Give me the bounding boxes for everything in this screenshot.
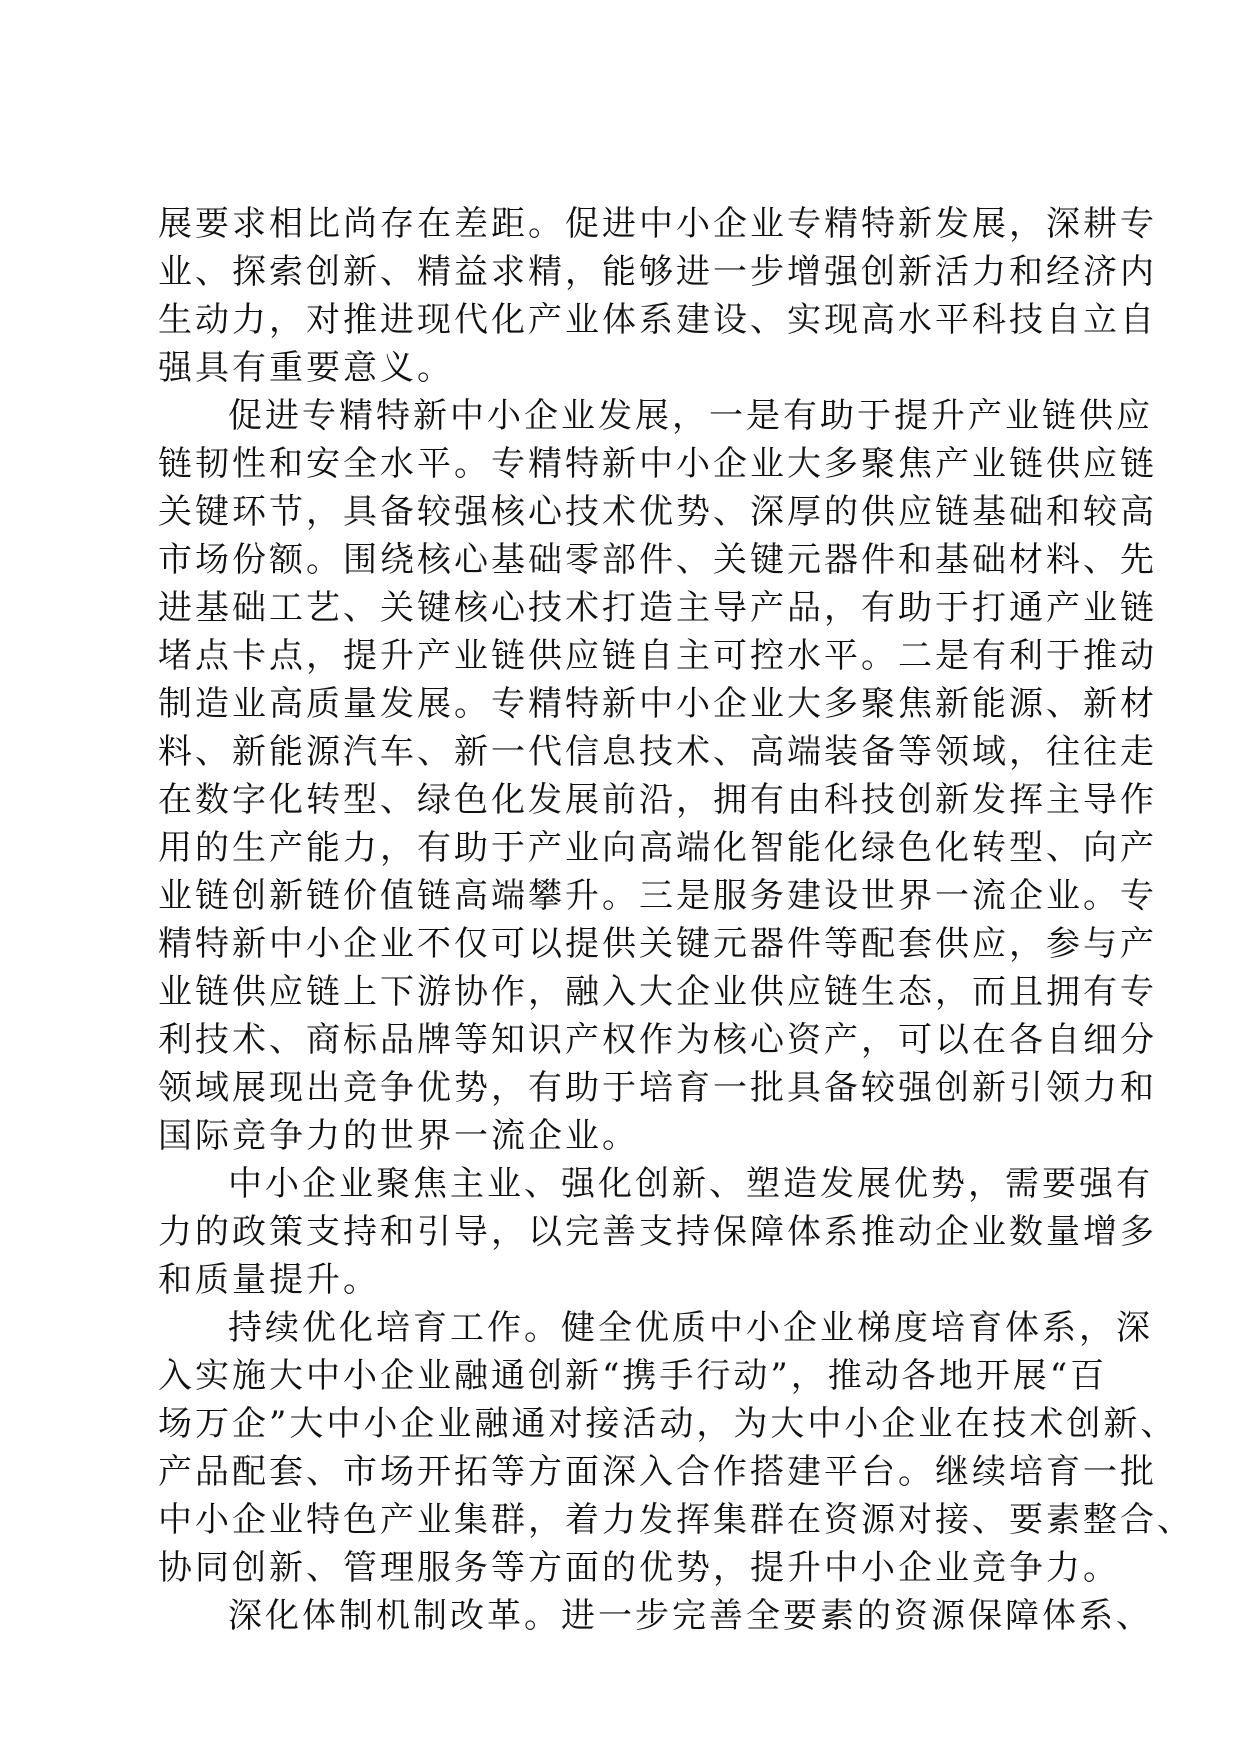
text-line: 国际竞争力的世界一流企业。 [158,1116,639,1156]
text-line: 制造业高质量发展。专精特新中小企业大多聚焦新能源、新材 [158,684,1157,724]
text-line: 入实施大中小企业融通创新“携手行动”，推动各地开展“百 [158,1356,1108,1396]
text-line: 堵点卡点，提升产业链供应链自主可控水平。二是有利于推动 [158,636,1157,676]
paragraph-2 [158,392,1157,1160]
text-line: 业链供应链上下游协作，融入大企业供应链生态，而且拥有专 [158,972,1157,1012]
text-line: 领域展现出竞争优势，有助于培育一批具备较强创新引领力和 [158,1068,1157,1108]
text-line: 中小企业特色产业集群，着力发挥集群在资源对接、要素整合、 [158,1500,1194,1540]
text-line: 料、新能源汽车、新一代信息技术、高端装备等领域，往往走 [158,732,1157,772]
text-line: 关键环节，具备较强核心技术优势、深厚的供应链基础和较高 [158,492,1157,532]
text-line: 业链创新链价值链高端攀升。三是服务建设世界一流企业。专 [158,876,1157,916]
text-line: 持续优化培育工作。健全优质中小企业梯度培育体系，深 [228,1308,1153,1348]
text-line: 协同创新、管理服务等方面的优势，提升中小企业竞争力。 [158,1548,1120,1588]
paragraph-5 [158,1592,1153,1640]
text-line: 中小企业聚焦主业、强化创新、塑造发展优势，需要强有 [228,1164,1153,1204]
paragraph-4 [158,1304,1194,1592]
text-line: 市场份额。围绕核心基础零部件、关键元器件和基础材料、先 [158,540,1157,580]
paragraph-3 [158,1160,1157,1304]
text-line: 用的生产能力，有助于产业向高端化智能化绿色化转型、向产 [158,828,1157,868]
text-line: 生动力，对推进现代化产业体系建设、实现高水平科技自立自 [158,300,1157,340]
text-line: 链韧性和安全水平。专精特新中小企业大多聚焦产业链供应链 [158,444,1157,484]
text-line: 场万企”大中小企业融通对接活动，为大中小企业在技术创新、 [158,1404,1178,1444]
text-line: 在数字化转型、绿色化发展前沿，拥有由科技创新发挥主导作 [158,780,1157,820]
text-line: 利技术、商标品牌等知识产权作为核心资产，可以在各自细分 [158,1020,1157,1060]
text-line: 和质量提升。 [158,1260,380,1300]
text-line: 力的政策支持和引导，以完善支持保障体系推动企业数量增多 [158,1212,1157,1252]
document-body [158,200,1194,1640]
text-line: 产品配套、市场开拓等方面深入合作搭建平台。继续培育一批 [158,1452,1157,1492]
text-line: 业、探索创新、精益求精，能够进一步增强创新活力和经济内 [158,252,1157,292]
text-line: 展要求相比尚存在差距。促进中小企业专精特新发展，深耕专 [158,204,1157,244]
text-line: 精特新中小企业不仅可以提供关键元器件等配套供应，参与产 [158,924,1157,964]
text-line: 强具有重要意义。 [158,348,454,388]
text-line: 促进专精特新中小企业发展，一是有助于提升产业链供应 [228,396,1153,436]
text-line: 深化体制机制改革。进一步完善全要素的资源保障体系、 [228,1596,1153,1636]
paragraph-1 [158,200,1157,392]
text-line: 进基础工艺、关键核心技术打造主导产品，有助于打通产业链 [158,588,1157,628]
